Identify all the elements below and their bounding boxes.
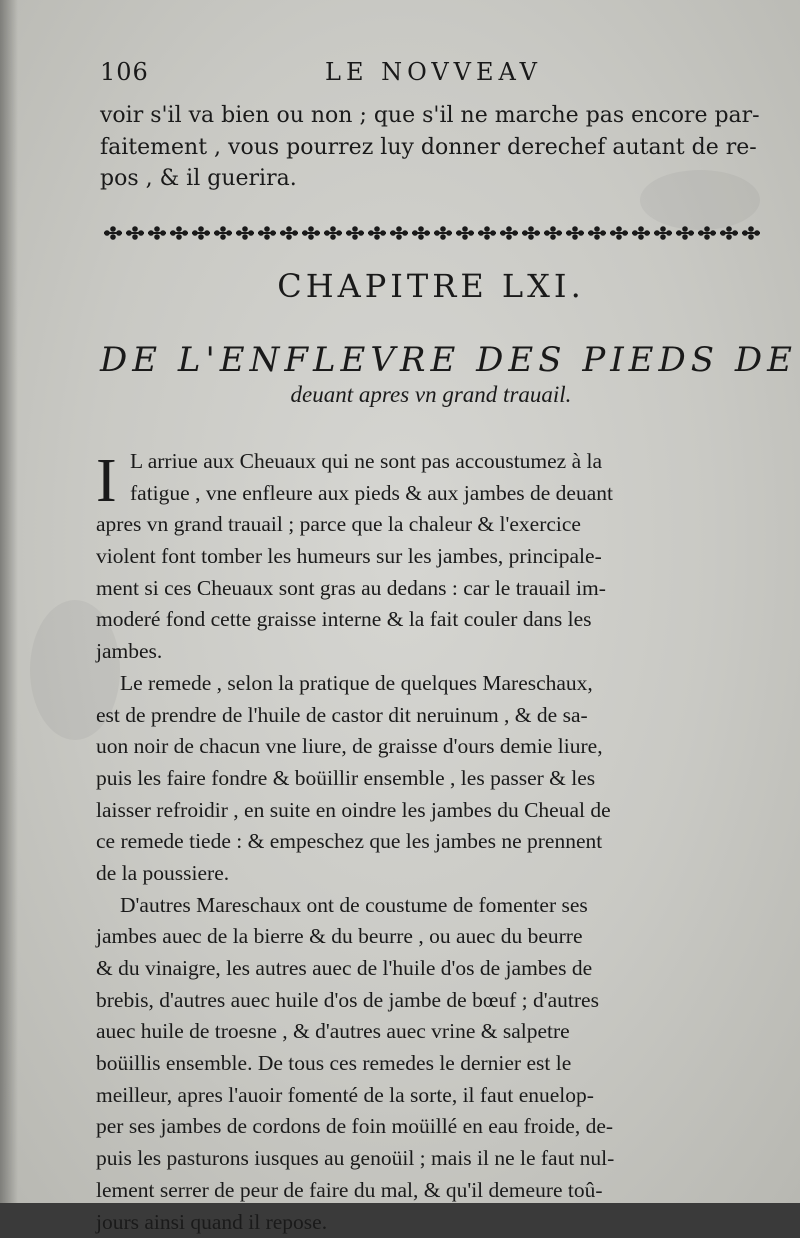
text-line: jambes auec de la bierre & du beurre , ou auec du beurre <box>96 921 764 953</box>
fleuron-ornament <box>632 226 650 240</box>
paragraph <box>96 890 764 1238</box>
text-line: brebis, d'autres auec huile d'os de jambe de bœuf ; d'autres <box>96 985 764 1017</box>
fleuron-ornament <box>522 226 540 240</box>
fleuron-ornament <box>126 226 144 240</box>
ornamental-rule <box>102 224 762 242</box>
text-line: puis les faire fondre & boüillir ensemble , les passer & les <box>96 763 764 795</box>
text-line: de la poussiere. <box>96 858 764 890</box>
carry-over-text <box>100 100 762 195</box>
section-title: DE L'ENFLEVRE DES PIEDS DE <box>100 340 764 380</box>
text-line: auec huile de troesne , & d'autres auec vrine & salpetre <box>96 1016 764 1048</box>
chapter-title: CHAPITRE LXI. <box>100 266 762 306</box>
running-title: LE NOVVEAV <box>325 58 542 86</box>
text-line: violent font tomber les humeurs sur les jambes, principale- <box>96 541 764 573</box>
fleuron-ornament <box>654 226 672 240</box>
text-line: D'autres Mareschaux ont de coustume de fomenter ses <box>96 890 764 922</box>
paragraph <box>96 446 764 668</box>
fleuron-ornament <box>148 226 166 240</box>
text-line: Le remede , selon la pratique de quelques Mareschaux, <box>96 668 764 700</box>
text-line: est de prendre de l'huile de castor dit neruinum , & de sa- <box>96 700 764 732</box>
text-line: & du vinaigre, les autres auec de l'huile d'os de jambes de <box>96 953 764 985</box>
text-line: ce remede tiede : & empeschez que les jambes ne prennent <box>96 826 764 858</box>
text-line: faitement , vous pourrez luy donner derechef autant de re- <box>100 132 762 164</box>
fleuron-ornament <box>610 226 628 240</box>
fleuron-ornament <box>478 226 496 240</box>
text-line: jours ainsi quand il repose. <box>96 1207 764 1238</box>
fleuron-ornament <box>368 226 386 240</box>
fleuron-ornament <box>676 226 694 240</box>
text-line: fatigue , vne enfleure aux pieds & aux jambes de deuant <box>96 478 764 510</box>
fleuron-ornament <box>390 226 408 240</box>
fleuron-ornament <box>280 226 298 240</box>
text-line: ment si ces Cheuaux sont gras au dedans : car le trauail im- <box>96 573 764 605</box>
drop-cap: I <box>96 452 117 510</box>
page-gutter-shadow <box>0 0 18 1203</box>
text-line: puis les pasturons iusques au genoüil ; mais il ne le faut nul- <box>96 1143 764 1175</box>
chapter-body <box>96 446 764 1238</box>
fleuron-ornament <box>104 226 122 240</box>
fleuron-ornament <box>236 226 254 240</box>
text-line: pos , & il guerira. <box>100 163 762 195</box>
text-line: L arriue aux Cheuaux qui ne sont pas accoustumez à la <box>96 446 764 478</box>
fleuron-ornament <box>170 226 188 240</box>
text-line: meilleur, apres l'auoir fomenté de la sorte, il faut enuelop- <box>96 1080 764 1112</box>
fleuron-ornament <box>720 226 738 240</box>
fleuron-ornament <box>412 226 430 240</box>
fleuron-ornament <box>192 226 210 240</box>
fleuron-ornament <box>742 226 760 240</box>
fleuron-ornament <box>434 226 452 240</box>
fleuron-ornament <box>544 226 562 240</box>
fleuron-ornament <box>698 226 716 240</box>
text-line: per ses jambes de cordons de foin moüillé en eau froide, de- <box>96 1111 764 1143</box>
fleuron-ornament <box>500 226 518 240</box>
fleuron-ornament <box>346 226 364 240</box>
text-line: jambes. <box>96 636 764 668</box>
text-line: boüillis ensemble. De tous ces remedes le dernier est le <box>96 1048 764 1080</box>
text-line: lement serrer de peur de faire du mal, & qu'il demeure toû- <box>96 1175 764 1207</box>
fleuron-ornament <box>258 226 276 240</box>
text-line: uon noir de chacun vne liure, de graisse d'ours demie liure, <box>96 731 764 763</box>
text-line: laisser refroidir , en suite en oindre les jambes du Cheual de <box>96 795 764 827</box>
fleuron-ornament <box>302 226 320 240</box>
section-subtitle: deuant apres vn grand trauail. <box>100 380 762 410</box>
text-line: apres vn grand trauail ; parce que la chaleur & l'exercice <box>96 509 764 541</box>
text-line: moderé fond cette graisse interne & la fait couler dans les <box>96 604 764 636</box>
fleuron-ornament <box>214 226 232 240</box>
fleuron-ornament <box>588 226 606 240</box>
fleuron-ornament <box>566 226 584 240</box>
fleuron-ornament <box>456 226 474 240</box>
text-line: voir s'il va bien ou non ; que s'il ne marche pas encore par- <box>100 100 762 132</box>
running-head <box>100 58 760 94</box>
fleuron-ornament <box>324 226 342 240</box>
page-number: 106 <box>100 58 149 86</box>
paragraph <box>96 668 764 890</box>
